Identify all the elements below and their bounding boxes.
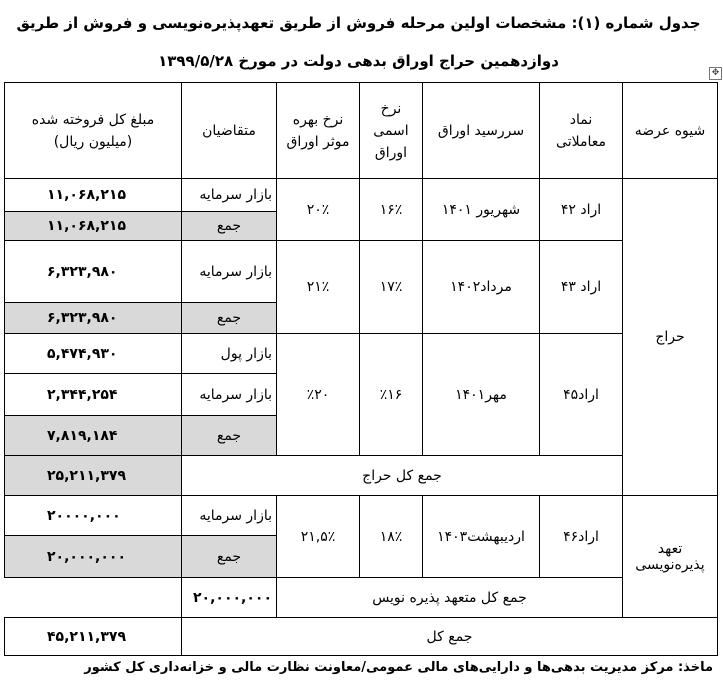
move-handle-icon[interactable]: ✥ (709, 67, 722, 80)
table-row (5, 496, 718, 536)
applicant-cell: بازار سرمایه (182, 496, 277, 536)
header-symbol: نماد معاملاتی (540, 83, 623, 179)
auction-total-amount: ۲۵,۲۱۱,۳۷۹ (5, 456, 182, 496)
amount-cell: ۲,۳۴۴,۲۵۴ (5, 374, 182, 416)
nominal-rate-cell: ۱۷٪ (360, 241, 423, 334)
applicant-cell: بازار سرمایه (182, 179, 277, 212)
method-underwriting: تعهد پذیرەنویسی (623, 496, 718, 618)
amount-cell: ۲۰۰۰۰,۰۰۰ (5, 496, 182, 536)
amount-cell: ۵,۴۷۴,۹۳۰ (5, 334, 182, 374)
subtotal-label-cell: جمع (182, 303, 277, 334)
subtotal-label-cell: جمع (182, 416, 277, 456)
subtotal-amount-cell: ۱۱,۰۶۸,۲۱۵ (5, 212, 182, 241)
symbol-cell: اراد۴۶ (540, 496, 623, 578)
underwriting-total-amount: ۲۰,۰۰۰,۰۰۰ (182, 578, 277, 618)
subtotal-amount-cell: ۲۰,۰۰۰,۰۰۰ (5, 536, 182, 578)
subtotal-label-cell: جمع (182, 212, 277, 241)
header-amount: مبلغ کل فروخته شده (میلیون ریال) (5, 83, 182, 179)
maturity-cell: شهریور ۱۴۰۱ (423, 179, 540, 241)
amount-cell: ۱۱,۰۶۸,۲۱۵ (5, 179, 182, 212)
applicant-cell: بازار سرمایه (182, 241, 277, 303)
subtotal-label-cell: جمع (182, 536, 277, 578)
header-nominal-rate: نرخ اسمی اوراق (360, 83, 423, 179)
source-footnote: ماخذ: مرکز مدیریت بدهی‌ها و دارایی‌های مالی عمومی/معاونت نظارت مالی و خزانه‌داری کل کشور (84, 660, 713, 675)
method-auction: حراج (623, 179, 718, 496)
applicant-cell: بازار سرمایه (182, 374, 277, 416)
nominal-rate-cell: ۱۶٪ (360, 179, 423, 241)
table-row (5, 578, 718, 618)
header-method: شیوه عرضه (623, 83, 718, 179)
maturity-cell: مهر۱۴۰۱ (423, 334, 540, 456)
grand-total-amount: ۴۵,۲۱۱,۳۷۹ (5, 618, 182, 656)
header-row (5, 83, 718, 179)
maturity-cell: اردیبهشت۱۴۰۳ (423, 496, 540, 578)
effective-rate-cell: ۲۰٪ (277, 179, 360, 241)
effective-rate-cell: ۲۱٪ (277, 241, 360, 334)
table-row (5, 334, 718, 374)
table-row (5, 618, 718, 656)
nominal-rate-cell: ۱۸٪ (360, 496, 423, 578)
table-row (5, 456, 718, 496)
table-caption-line-2: دوازدهمین حراج اوراق بدهی دولت در مورخ ۱۳۹۹/۵/۲۸ (158, 52, 559, 70)
symbol-cell: اراد ۴۲ (540, 179, 623, 241)
header-maturity: سررسید اوراق (423, 83, 540, 179)
symbol-cell: اراد ۴۳ (540, 241, 623, 334)
grand-total-label: جمع کل (182, 618, 718, 656)
effective-rate-cell: ٪۲۰ (277, 334, 360, 456)
subtotal-amount-cell: ۷,۸۱۹,۱۸۴ (5, 416, 182, 456)
table-caption-line-1: جدول شماره (۱): مشخصات اولین مرحله فروش از طریق تعهدپذیره‌نویسی و فروش از طریق (16, 14, 701, 32)
bond-sales-table (4, 82, 718, 656)
amount-cell: ۶,۳۲۳,۹۸۰ (5, 241, 182, 303)
subtotal-amount-cell: ۶,۳۲۳,۹۸۰ (5, 303, 182, 334)
symbol-cell: اراد۴۵ (540, 334, 623, 456)
effective-rate-cell: ۲۱,۵٪ (277, 496, 360, 578)
maturity-cell: مرداد۱۴۰۲ (423, 241, 540, 334)
underwriting-total-label: جمع کل متعهد پذیره نویس (277, 578, 623, 618)
nominal-rate-cell: ٪۱۶ (360, 334, 423, 456)
applicant-cell: بازار پول (182, 334, 277, 374)
header-applicants: متقاضیان (182, 83, 277, 179)
auction-total-label: جمع کل حراج (182, 456, 623, 496)
table-row (5, 179, 718, 212)
header-effective-rate: نرخ بهره موثر اوراق (277, 83, 360, 179)
table-row (5, 241, 718, 303)
